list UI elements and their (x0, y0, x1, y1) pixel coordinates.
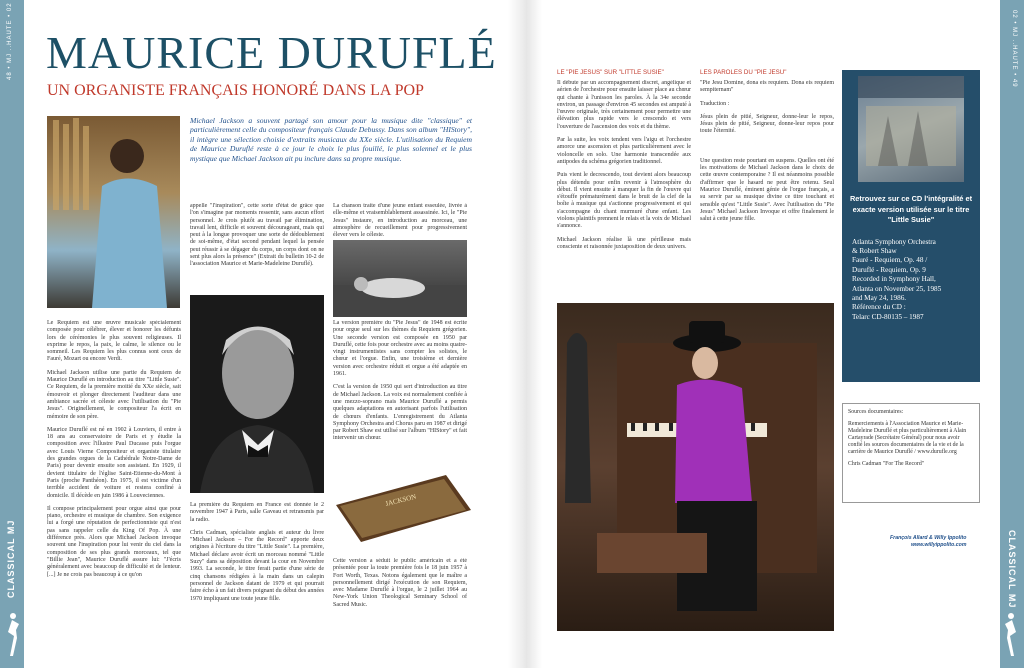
author-names: François Allard & Willy Ippolito (890, 535, 967, 541)
author-credit (890, 535, 966, 549)
author-website: www.willyippolito.com (911, 542, 967, 548)
column-3-middle (333, 320, 467, 470)
column-2-paragraph: appelle "l'inspiration", cette sorte d'état de grâce que l'on s'imagine par moments ressentir, sans aucun effort personnel. Je crois plutôt au travail par élimination, travail lent, difficile et souvent décourageant, mais qui peut à la longue provoquer une sorte de dédoublement de soi-même, d'état second pendant lequel la pensée peut réussir à se dégager du corps, un corps dont on ne sent plus alors la présence" (Extrait du bulletin 10-2 de l'association Maurice et Marie-Madeleine Duruflé). (190, 203, 324, 268)
column-2-paragraph: La première du Requiem en France est donnée le 2 novembre 1947 à Paris, salle Gaveau et retransmis par la radio. (190, 502, 324, 523)
page-title: MAURICE DURUFLÉ (46, 27, 497, 78)
dancer-silhouette-icon (1004, 612, 1020, 658)
dancer-silhouette-icon (4, 612, 20, 658)
svg-text:JACKSON: JACKSON (384, 492, 418, 508)
photo-history-album (326, 470, 476, 545)
page-spine (508, 0, 542, 668)
cd-promo-text: Retrouvez sur ce CD l'intégralité et exacte version utilisée sur le titre "Little Susie" (849, 194, 973, 224)
sources-acknowledgement: Remerciements à l'Association Maurice et Marie-Madeleine Duruflé et plus particulièrement à Alain Cartayrade (Secrétaire Général) pour nous avoir confié les sources documentaires de la vie et de la carrière de Maurice Duruflé / www.durufle.org (848, 421, 967, 455)
cd-info-box (842, 70, 980, 382)
right-column-2-paragraph: Jésus plein de pitié, Seigneur, donne-leur le repos, Jésus plein de pitié, Seigneur, donne-leur repos pour toute l'éternité. (700, 113, 834, 135)
column-3-paragraph: La version première du "Pie Jesus" de 1948 est écrite pour orgue seul sur les thèmes du Requiem grégorien. Une seconde version est composée en 1950 par Duruflé, cette fois pour orchestre avec au moins quatre-vingt instrumentistes sans compter les solistes, le chœur et l'orgue. Enfin, une troisième et dernière version avec orchestre réduit et orgue a été adaptée en 1961. (333, 320, 467, 378)
column-2-bottom (190, 502, 324, 665)
column-1-paragraph: Maurice Duruflé est né en 1902 à Louviers, il entre à 18 ans au conservatoire de Paris et y étudie la composition avec l'illustre Paul Ducasse puis l'orgue avec Louis Vierne Compositeur et organiste titulaire des grandes orgues de la Cathédrale Notre-Dame de Paris) pour devenir ensuite son assistant. En 1929, il devient titulaire de l'église Saint-Etienne-du-Mont à Paris (proche Panthéon). En 1975, il est victime d'un terrible accident de voiture et restera confiné à domicile. Il décède en juin 1986 à Louveciennes. (47, 426, 181, 499)
column-1-paragraph: Michael Jackson utilise une partie du Requiem de Maurice Duruflé en introduction au titre "Little Susie". Ce Requiem, de la première moitié du XXe siècle, sait émouvoir et plonger directement l'auditeur dans une ambiance sacrée et céleste avec l'utilisation du "Pie Jesus". Originellement, le compositeur l'a écrit en mémoire de son père. (47, 369, 181, 420)
right-column-1-paragraph: Puis vient le decrescendo, tout devient alors beaucoup plus détendu pour enfin revenir à l'atmosphère du début. Il vient ensuite à manquer la fin de l'œuvre qui s'étouffe prématurément dans le bruit de la clef de la boîte à musique qui s'actionne progressivement et qui s'accompagne du chant murmuré d'une enfant. Les violons plaintifs prennent le relais et la voix de Michael s'annonce. (557, 172, 691, 230)
right-column-2-paragraph: "Pie Jesu Domine, dona eis requiem. Dona eis requiem sempiternam" (700, 80, 834, 94)
column-1-paragraph: Le Requiem est une œuvre musicale spécialement composée pour célébrer, élever et honorer les défunts lors de cérémonies le plus souvent religieuses. Il exprime le repos, la paix, le calme, le silence ou le sommeil. Les Requiem les plus connus sont ceux de Fauré, Mozart ou encore Verdi. (47, 320, 181, 363)
column-3-paragraph: La chanson traite d'une jeune enfant esseulée, livrée à elle-même et vraisemblablement assassinée. Ici, le "Pie Jesus" instaure, en introduction au morceau, une atmosphère de recueillement pour progressivement élever vers le céleste. (333, 203, 467, 237)
cd-detail-line: Atlanta Symphony Orchestra (852, 237, 936, 246)
section-heading-lyrics: LES PAROLES DU "PIE JESU" (700, 69, 787, 76)
right-column-1-paragraph: Michael Jackson réalise là une périlleuse mais consciente et raisonnée juxtaposition de deux univers. (557, 236, 691, 250)
photo-michael-jackson-piano (557, 303, 834, 631)
cd-detail-line: Atlanta on November 25, 1985 (852, 284, 942, 293)
sources-box (842, 403, 980, 503)
right-page-number: 02 • MJ ..HAUTE • 49 (1011, 10, 1017, 88)
sources-heading: Sources documentaires: (848, 409, 904, 415)
section-heading-pie-jesus: LE "PIE JESUS" SUR "LITTLE SUSIE" (557, 69, 664, 76)
column-3-bottom (333, 558, 467, 665)
column-1-paragraph: Il compose principalement pour orgue ainsi que pour piano, orchestre et musique de chambre. Son exigence lui a forgé une réputation de perfectionniste qui n'est pas sans rappeler celle du King Of Pop. À une différence près. Alors que Michael Jackson invoque souvent une l'inspiration pour lui venir du ciel dans la composition de ses plus grands morceaux, tel que "Billie Jean", Maurice Duruflé assure lui: "J'écris généralement avec beaucoup de difficulté et de lenteur. [...] Je ne crois pas beaucoup à ce qu'on (47, 505, 181, 578)
photo-maurice-durufle-portrait (190, 295, 324, 493)
cd-detail-line: Fauré - Requiem, Op. 48 / (852, 256, 928, 265)
right-sidebar (1000, 0, 1024, 668)
cd-detail-line: & Robert Shaw (852, 246, 897, 255)
column-3-paragraph: C'est la version de 1950 qui sert d'introduction au titre de Michael Jackson. La voix est normalement confiée à une mezzo-soprano mais Maurice Duruflé a permis quelques adaptations en autorisant parfois l'utilisation de chœurs d'enfants. L'enregistrement du Atlanta Symphony Orchestra and Chorus paru en 1987 et dirigé par Robert Shaw est utilisé sur l'album "HIStory" et fait intervenir un chœur. (333, 384, 467, 442)
column-2-top (190, 203, 324, 291)
right-column-2 (700, 80, 834, 298)
right-section-label: CLASSICAL MJ (1007, 530, 1017, 609)
column-3-top (333, 203, 467, 237)
cd-detail-line: Recorded in Symphony Hall, (852, 275, 936, 284)
cd-detail-line: Telarc CD-80135 – 1987 (852, 312, 924, 321)
cd-detail-line: Référence du CD : (852, 303, 906, 312)
right-column-2-paragraph: Traduction : (700, 100, 730, 107)
left-page-number: 48 • MJ ..HAUTE • 02 (7, 2, 13, 80)
column-3-paragraph: Cette version a séduit le public américain et a été présentée pour la toute première fois le 18 juin 1957 à Fort Worth, Texas. Notons également que le maître a personnellement dirigé l'exécution de son Requiem, avec Madame Duruflé à l'orgue, le 2 juillet 1964 au New-York Union Theological Seminary School of Sacred Music. (333, 558, 467, 608)
right-column-1-paragraph: Il débute par un accompagnement discret, angélique et aérien de l'orchestre pour ensuite laisser place au chœur qui chante à l'unisson les paroles. À la 34e seconde environ, un passage d'environ 45 secondes est amputé à l'œuvre originale, très certainement pour permettre une élévation plus rapide vers le crescendo et vers l'ouverture de l'ascension des voix et du thème. (557, 80, 691, 130)
cd-cover-image (858, 76, 964, 182)
left-sidebar (0, 0, 24, 668)
cd-detail-line: Duruflé - Requiem, Op. 9 (852, 265, 926, 274)
right-column-2-paragraph: Une question reste pourtant en suspens. Quelles ont été les motivations de Michael Jackson dans le choix de cette œuvre contemporaine ? Il est néanmoins possible d'affirmer que le hasard ne peut être retenu. Seul Maurice Duruflé, éminent génie de l'orgue français, a su servir par sa musique divine ce titre touchant et sensible qu'est "Little Susie". Avec l'utilisation du "Pie Jesus" Michael Jackson Invoque et offre finalement le salut à cette jeune fille. (700, 157, 834, 223)
photo-michael-jackson-organ (47, 116, 180, 308)
page-subtitle: UN ORGANISTE FRANÇAIS HONORÉ DANS LA POP (47, 82, 424, 99)
left-section-label: CLASSICAL MJ (6, 519, 16, 598)
photo-child-figure (333, 240, 467, 317)
right-column-1-paragraph: Par la suite, les voix tendent vers l'aigu et l'orchestre amorce une ascension et plus particulièrement avec le violoncelle en solo. Une harmonie transcendée aux antipodes du schéma grégorien traditionnel. (557, 137, 691, 165)
intro-paragraph: Michael Jackson a souvent partagé son amour pour la musique dite "classique" et particulièrement celle du compositeur français Claude Debussy. Dans son album "HIStory", il intègre une sélection choisie d'extraits musicaux du XXe siècle. L'utilisation du Requiem de Maurice Duruflé reste à ce jour le choix le plus fouillé, le plus solennel et le plus mystique que Michael Jackson ait pu inclure dans sa propre musique. (190, 116, 472, 163)
cd-details (852, 238, 970, 323)
cd-detail-line: and May 24, 1986. (852, 293, 907, 302)
column-1 (47, 320, 181, 665)
column-2-paragraph: Chris Cadman, spécialiste anglais et auteur du livre "Michael Jackson – For the Record" apporte deux origines à l'écriture du titre "Little Susie". La première, Michael déclare avoir écrit un morceau nommé "Little Suzy" dans sa déposition devant la cour en Novembre 1993. La seconde, le titre ferait partie d'une série de cinq chansons rédigées à la main dans un calepin personnel de Jackson datant de 1979 et qui pourrait faire écho à un fait divers poignant du début des années 1970 impliquant une toute jeune fille. (190, 529, 324, 602)
sources-reference: Chris Cadman "For The Record" (848, 461, 925, 467)
right-column-1 (557, 80, 691, 298)
